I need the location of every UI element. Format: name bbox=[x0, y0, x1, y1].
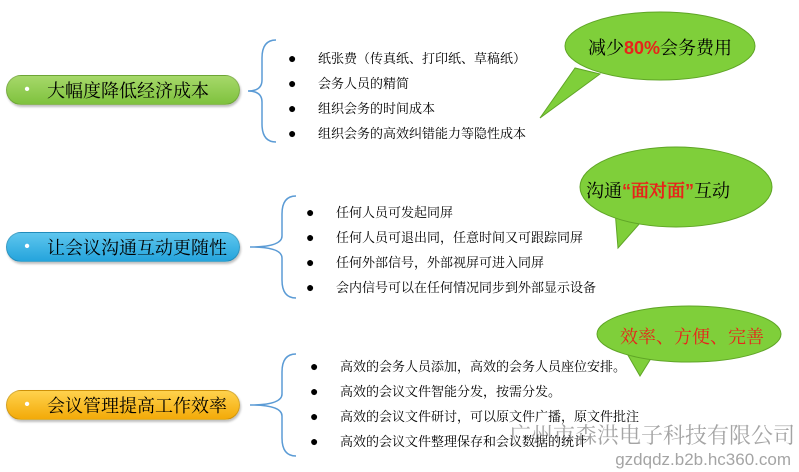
section-2-title: 让会议沟通互动更随性 bbox=[47, 238, 227, 258]
list-item: ● 高效的会议文件智能分发，按需分发。 bbox=[340, 379, 639, 404]
section-3-callout-text bbox=[620, 323, 764, 349]
watermark-url: gzdqdz.b2b.hc360.com bbox=[615, 450, 791, 469]
bullet-icon: ● bbox=[306, 279, 315, 295]
callout-highlight: 80% bbox=[624, 38, 661, 58]
section-3-title: 会议管理提高工作效率 bbox=[47, 396, 227, 416]
list-item: ● 会务人员的精简 bbox=[318, 71, 526, 96]
bullet-icon: ● bbox=[306, 204, 315, 220]
bullet-icon: ● bbox=[306, 254, 315, 270]
list-item: ● 任何人员可发起同屏 bbox=[336, 200, 596, 225]
pill-bullet: • bbox=[24, 396, 30, 413]
pill-bullet: • bbox=[24, 238, 30, 255]
list-item: ● 高效的会议文件研讨，可以原文件广播，原文件批注 bbox=[340, 404, 639, 429]
list-item: ● 组织会务的高效纠错能力等隐性成本 bbox=[318, 121, 526, 146]
bullet-icon: ● bbox=[306, 229, 315, 245]
callout-highlight: 效率、方便、完善 bbox=[620, 327, 764, 347]
list-item: ● 高效的会议文件整理保存和会议数据的统计 bbox=[340, 429, 639, 454]
list-item: ● 高效的会务人员添加，高效的会务人员座位安排。 bbox=[340, 354, 639, 379]
list-item: ● 会内信号可以在任何情况同步到外部显示设备 bbox=[336, 275, 596, 300]
bullet-icon: ● bbox=[310, 358, 319, 374]
bullet-icon: ● bbox=[310, 433, 319, 449]
callout-highlight: “面对面” bbox=[622, 181, 694, 201]
bullet-icon: ● bbox=[288, 50, 297, 66]
section-1-title: 大幅度降低经济成本 bbox=[47, 81, 209, 101]
section-1-callout-text: 减少80%会务费用 bbox=[588, 38, 733, 58]
bullet-icon: ● bbox=[288, 125, 297, 141]
bullet-icon: ● bbox=[288, 100, 297, 116]
list-item: ● 任何人员可退出同，任意时间又可跟踪同屏 bbox=[336, 225, 596, 250]
section-2-callout-text: 沟通“面对面”互动 bbox=[586, 181, 730, 201]
bullet-icon: ● bbox=[288, 75, 297, 91]
list-item: ● 任何外部信号，外部视屏可进入同屏 bbox=[336, 250, 596, 275]
watermark-company: 广州市森洪电子科技有限公司 bbox=[508, 423, 795, 448]
list-item: ● 纸张费（传真纸、打印纸、草稿纸） bbox=[318, 46, 526, 71]
pill-bullet: • bbox=[24, 81, 30, 98]
list-item: ● 组织会务的时间成本 bbox=[318, 96, 526, 121]
bullet-icon: ● bbox=[310, 408, 319, 424]
bullet-icon: ● bbox=[310, 383, 319, 399]
